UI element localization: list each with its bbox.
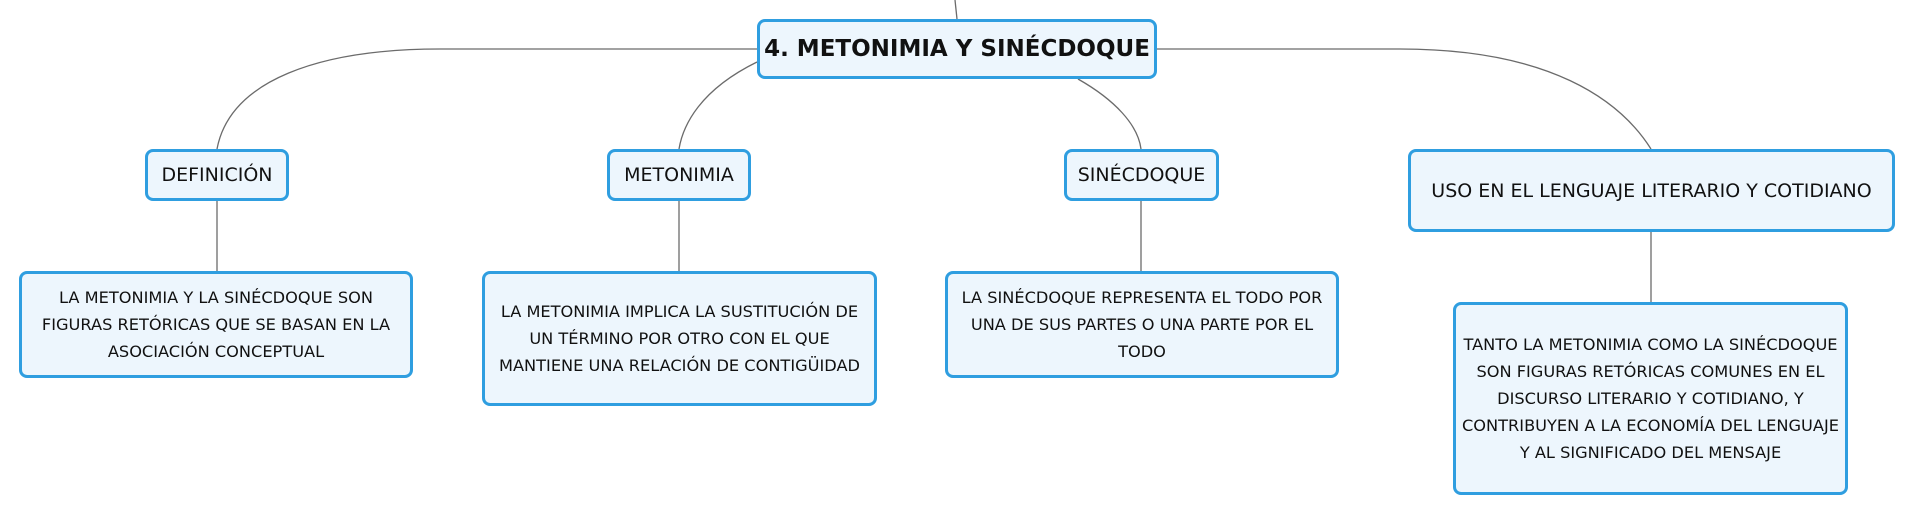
subtopic-uso[interactable] xyxy=(1453,302,1848,495)
subtopic-metonimia[interactable] xyxy=(482,271,877,406)
topic-uso[interactable] xyxy=(1408,149,1895,232)
topic-uso-label: USO EN EL LENGUAJE LITERARIO Y COTIDIANO xyxy=(1431,179,1872,202)
topic-sinecdoque[interactable] xyxy=(1064,149,1219,201)
subtopic-definicion[interactable] xyxy=(19,271,413,378)
connector-root-to-definicion xyxy=(217,49,757,149)
root-topic-label: 4. METONIMIA Y SINÉCDOQUE xyxy=(764,36,1150,62)
subtopic-metonimia-text: LA METONIMIA IMPLICA LA SUSTITUCIÓN DE UN TÉRMINO POR OTRO CON EL QUE MANTIENE UNA RELACIÓN DE CONTIGÜIDAD xyxy=(499,302,860,375)
topic-metonimia-label: METONIMIA xyxy=(624,164,734,186)
root-topic[interactable] xyxy=(757,19,1157,79)
subtopic-definicion-text: LA METONIMIA Y LA SINÉCDOQUE SON FIGURAS RETÓRICAS QUE SE BASAN EN LA ASOCIACIÓN CONCEPTUAL xyxy=(41,288,391,361)
subtopic-sinecdoque-text: LA SINÉCDOQUE REPRESENTA EL TODO POR UNA DE SUS PARTES O UNA PARTE POR EL TODO xyxy=(961,288,1323,361)
subtopic-uso-text: TANTO LA METONIMIA COMO LA SINÉCDOQUE SON FIGURAS RETÓRICAS COMUNES EN EL DISCURSO LITERARIO Y COTIDIANO, Y CONTRIBUYEN A LA ECONOMÍA DEL LENGUAJE Y AL SIGNIFICADO DEL MENSAJE xyxy=(1462,335,1839,462)
connector-root-to-sinecdoque xyxy=(1078,79,1141,149)
topic-sinecdoque-label: SINÉCDOQUE xyxy=(1077,164,1206,186)
topic-definicion[interactable] xyxy=(145,149,289,201)
connector-root-to-uso xyxy=(1157,49,1651,149)
subtopic-sinecdoque[interactable] xyxy=(945,271,1339,378)
connector-parent-to-root xyxy=(955,0,957,19)
connector-root-to-metonimia xyxy=(679,62,757,149)
topic-definicion-label: DEFINICIÓN xyxy=(161,164,273,186)
topic-metonimia[interactable] xyxy=(607,149,751,201)
